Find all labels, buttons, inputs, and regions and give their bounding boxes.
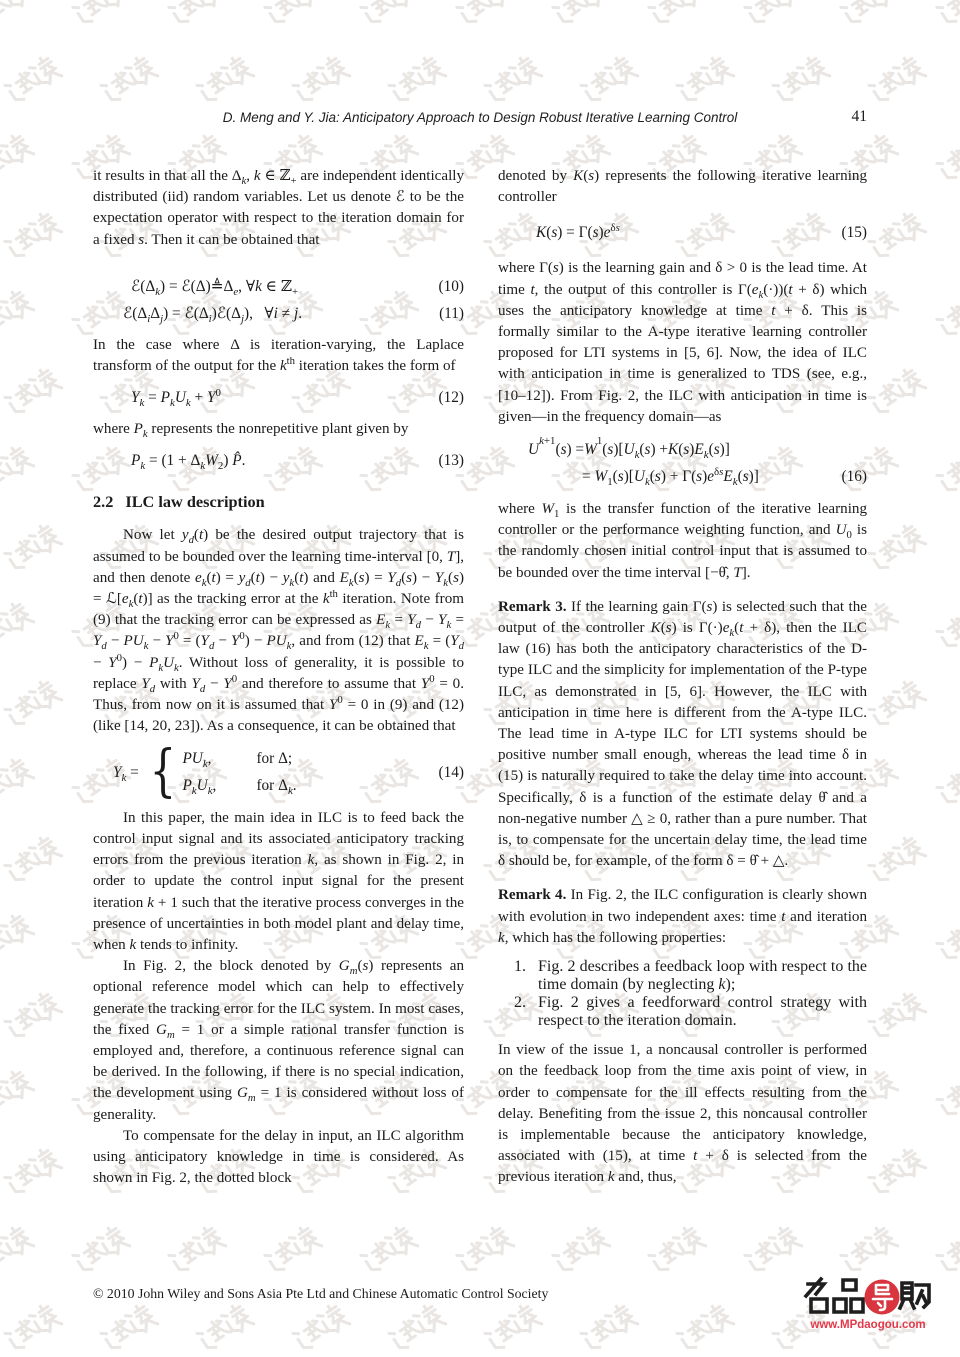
equation-13 (93, 452, 464, 473)
equation-number: (15) (841, 224, 867, 242)
equation-lhs: $Y_k$ = (113, 763, 139, 784)
paragraph: In the case where Δ is iteration-varying, the Laplace transform of the output for the $k^{th}$ iteration takes the form of (93, 336, 464, 375)
case-row (182, 750, 296, 771)
page-footer (93, 1286, 548, 1302)
remark-text: If the learning gain Γ(s) is selected such that the output of the controller K(s) is $\Gamma(\cdot)e_k(t + \delta)$, then the ILC law (16) has both the anticipatory characteristics of the D-type ILC and the simplicity for implementation of the P-type ILC, as demonstrated in [5, 6]. However, the ILC with anticipation in time here is different from the A-type ILC. The lead time in A-type ILC for LTI systems should be positive number small enough, whereas the lead time δ in (15) is naturally required to take the delay time into account. Specifically, δ is a function of the estimate delay θ̂ and a non-negative number △ ≥ 0, rather than a pure number. That is, to compensate for the uncertain delay time, the lead time δ should be, for example, of the form δ = θ̂ + △. (498, 598, 867, 870)
equation-number: (13) (438, 452, 464, 470)
equation-11 (93, 304, 464, 323)
equation-line: U k+1 ( s ) = W 1 ( s )[ $U_k$ ( s ) + K ( s ) $E_k$ ( s )] (528, 435, 730, 462)
equation-number: (12) (438, 389, 464, 407)
page-header (93, 110, 867, 125)
paragraph: it results in that all the $\Delta_k$, k ∈ ℤ$_+$ are independent identically distributed (iid) random variables. Let us denote ℰ to be the expectation operator with respect to the iteration domain for a fixed s. Then it can be obtained that (93, 168, 464, 248)
equation-number: (10) (438, 277, 464, 295)
list-text: Fig. 2 gives a feedforward control strategy with respect to the iteration domain. (538, 994, 867, 1030)
equation-cases (182, 750, 297, 798)
mpdaogou-logo (798, 1276, 938, 1331)
equation-body: $K(s) = \Gamma(s)e^{\delta s}$ (536, 222, 620, 242)
equation-12 (93, 387, 464, 410)
paragraph: where $W_1$ is the transfer function of the iterative learning controller or the performance weighting function, and $U_0$ is the randomly chosen initial control input that is assumed to be bounded over the time interval [−θ̂, T]. (498, 501, 867, 581)
case-condition: for Δ; (256, 750, 293, 768)
equation-number: (11) (439, 304, 464, 322)
logo-url: www.MPdaogou.com (810, 1319, 926, 1331)
equation-body: $ℰ(\Delta_k)$ = $ℰ(\Delta)≜\Delta_e$, ∀k ∈ ℤ$_+$ (131, 277, 299, 298)
list-item (498, 958, 867, 994)
page-number: 41 (851, 108, 867, 125)
case-condition: for $\Delta_k$. (256, 777, 297, 798)
paragraph: where $P_k$ represents the nonrepetitive plant given by (93, 421, 409, 441)
right-column (498, 166, 867, 1189)
equation-body: $Y_k = P_kU_k + Y^0$ (131, 387, 221, 410)
equation-body: $ℰ(\Delta_i\Delta_j)$ = $ℰ(\Delta_i)ℰ(\Delta_j)$, ∀i ≠ j. (123, 304, 303, 325)
equation-16 (498, 435, 867, 489)
list-item (498, 994, 867, 1030)
list-marker: 2. (514, 994, 526, 1012)
equation-line (498, 465, 867, 489)
remark-label: Remark 4. (498, 887, 567, 904)
section-number: 2.2 (93, 492, 114, 512)
remark-4 (498, 885, 867, 949)
paragraph: In Fig. 2, the block denoted by $G_m(s)$ represents an optional reference model which can help to effectively generate the tracking error for the ILC system. In most cases, the fixed $G_m = 1$ or a simple rational transfer function is employed and, therefore, a continuous reference signal can be derived. In the following, if there is no special indication, the development using $G_m = 1$ is considered without loss of generality. (93, 958, 464, 1123)
case-value: $PU_k$, (182, 750, 212, 771)
list-marker: 1. (514, 958, 526, 976)
paragraph: Now let $y_d(t)$ be the desired output trajectory that is assumed to be bounded over the learning time-interval [0, T], and then denote $e_k(t) = y_d(t) - y_k(t)$ and $E_k(s) = Y_d(s) - Y_k(s)$ = $ℒ[e_k(t)]$ as the tracking error at the $k^{th}$ iteration. Note from (9) that the tracking error can be expressed as $E_k = Y_d - Y_k = Y_d - PU_k - Y^0 = (Y_d - Y^0) - PU_k$, and from (12) that $E_k = (Y_d - Y^0) - P_kU_k$. Without loss of generality, it is possible to replace $Y_d$ with $Y_d - Y^0$ and therefore to assume that $Y^0 = 0$. Thus, from now on it is assumed that $Y^0 = 0$ in (9) and (12) (like [14, 20, 23]). As a consequence, it can be obtained that (93, 527, 464, 735)
remark-3 (498, 597, 867, 873)
case-row (182, 777, 297, 798)
section-title: ILC law description (125, 492, 265, 512)
mpdaogou-logo-graphic (801, 1276, 935, 1318)
remark-text: In Fig. 2, the ILC configuration is clearly shown with evolution in two independent axes: time t and iteration k, which has the following properties: (498, 887, 867, 946)
equation-body: $P_k = (1 + \Delta_kW_2)$ P̂. (131, 452, 246, 473)
section-heading (93, 492, 464, 512)
properties-list (498, 958, 867, 1030)
running-title: D. Meng and Y. Jia: Anticipatory Approach to Design Robust Iterative Learning Control (222, 110, 738, 125)
paragraph: where Γ(s) is the learning gain and δ > 0 is the lead time. At time t, the output of this controller is $\Gamma(e_k(\cdot))(t + \delta)$ which uses the anticipatory knowledge at time t + δ. This is formally similar to the A-type iterative learning controller proposed for LTI systems in [5, 6]. Now, the idea of ILC with anticipation in time is generalized to TDS (see, e.g., [10–12]). From Fig. 2, the ILC with anticipation in time is given—in the frequency domain—as (498, 260, 867, 425)
equation-10 (93, 277, 464, 296)
paragraph: To compensate for the delay in input, an ILC algorithm using anticipatory knowledge in time is considered. As shown in Fig. 2, the dotted block (93, 1127, 464, 1187)
brace-glyph: { (149, 739, 176, 805)
list-text: Fig. 2 describes a feedback loop with respect to the time domain (by neglecting k); (538, 958, 867, 994)
equation-14 (93, 739, 464, 805)
equation-number: (14) (438, 763, 464, 781)
equation-15 (498, 224, 867, 242)
equation-body: = $W_1(s)[U_k(s) + \Gamma(s)e^{\delta s}E_k(s)]$ (582, 465, 759, 489)
remark-label: Remark 3. (498, 598, 567, 615)
paragraph: denoted by K(s) represents the following iterative learning controller (498, 168, 867, 206)
case-value: $P_kU_k$, (182, 777, 217, 798)
left-column (93, 166, 464, 1190)
copyright-text: © 2010 John Wiley and Sons Asia Pte Ltd and Chinese Automatic Control Society (93, 1286, 549, 1301)
equation-number: (16) (841, 468, 867, 486)
paragraph: In this paper, the main idea in ILC is to feed back the control input signal and its associated anticipatory tracking errors from the previous iteration k, as shown in Fig. 2, in order to update the control input signal for the present iteration k + 1 such that the iterative process converges in the presence of uncertainties in both model plant and delay time, when k tends to infinity. (93, 809, 464, 954)
paragraph: In view of the issue 1, a noncausal controller is performed on the feedback loop from the time axis point of view, in order to compensate for the ill effects resulting from the delay. Benefiting from the issue 2, this noncausal controller is implementable because the anticipatory knowledge, associated with (15), at time t + δ is selected from the previous iteration k and, thus, (498, 1042, 867, 1186)
